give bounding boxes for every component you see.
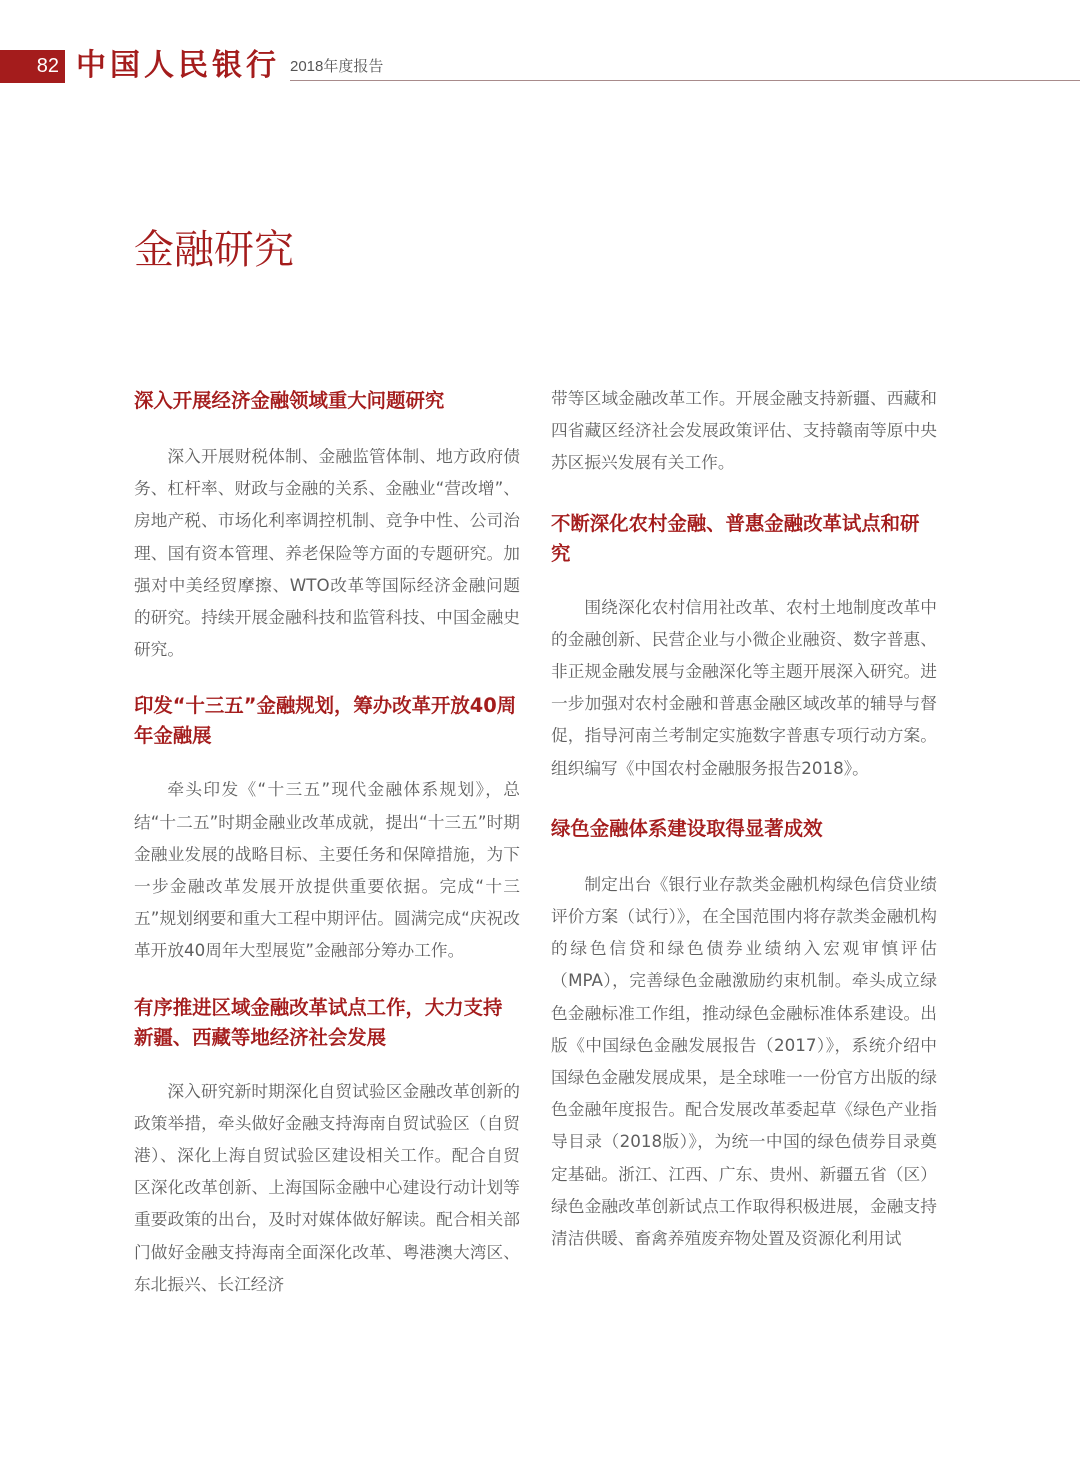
section-paragraph: 牵头印发《“十三五”现代金融体系规划》，总结“十二五”时期金融业改革成就，提出“十三五”时期金融业发展的战略目标、主要任务和保障措施，为下一步金融改革发展开放提供重要依据。完成“十三五”规划纲要和重大工程中期评估。圆满完成“庆祝改革开放40周年大型展览”金融部分筹办工作。	[134, 779, 520, 961]
section-paragraph-continuation: 带等区域金融改革工作。开展金融支持新疆、西藏和四省藏区经济社会发展政策评估、支持赣南等原中央苏区振兴发展有关工作。	[551, 388, 937, 473]
section-heading: 绿色金融体系建设取得显著成效	[551, 816, 823, 840]
section-paragraph: 制定出台《银行业存款类金融机构绿色信贷业绩评价方案（试行）》，在全国范围内将存款类金融机构的绿色信贷和绿色债券业绩纳入宏观审慎评估（MPA），完善绿色金融激励约束机制。牵头成立绿色金融标准工作组，推动绿色金融标准体系建设。出版《中国绿色金融发展报告（2017）》，系统介绍中国绿色金融发展成果，是全球唯一一份官方出版的绿色金融年度报告。配合发展改革委起草《绿色产业指导目录（2018版）》，为统一中国的绿色债券目录奠定基础。浙江、江西、广东、贵州、新疆五省（区）绿色金融改革创新试点工作取得积极进展，金融支持清洁供暖、畜禽养殖废弃物处置及资源化利用试	[551, 873, 937, 1249]
section-paragraph: 围绕深化农村信用社改革、农村土地制度改革中的金融创新、民营企业与小微企业融资、数字普惠、非正规金融发展与金融深化等主题开展深入研究。进一步加强对农村金融和普惠金融区域改革的辅导与督促，指导河南兰考制定实施数字普惠专项行动方案。组织编写《中国农村金融服务报告2018》。	[551, 596, 937, 778]
page-header	[0, 0, 1080, 100]
right-column	[551, 382, 937, 1254]
section-heading: 印发“十三五”金融规划，筹办改革开放40周年金融展	[134, 694, 517, 748]
page-number: 82	[36, 55, 59, 77]
section-heading: 有序推进区域金融改革试点工作，大力支持新疆、西藏等地经济社会发展	[134, 995, 503, 1049]
page-title: 金融研究	[134, 227, 294, 273]
header-rule	[290, 80, 1080, 81]
page-number-tab	[0, 50, 65, 83]
section-heading: 深入开展经济金融领域重大问题研究	[134, 389, 445, 412]
report-label: 2018年度报告	[290, 58, 384, 75]
bank-name-logo: 中国人民银行	[76, 48, 280, 83]
left-column	[134, 382, 520, 1300]
section-paragraph: 深入研究新时期深化自贸试验区金融改革创新的政策举措，牵头做好金融支持海南自贸试验区（自贸港）、深化上海自贸试验区建设相关工作。配合自贸区深化改革创新、上海国际金融中心建设行动计划等重要政策的出台，及时对媒体做好解读。配合相关部门做好金融支持海南全面深化改革、粤港澳大湾区、东北振兴、长江经济	[134, 1080, 520, 1294]
section-heading: 不断深化农村金融、普惠金融改革试点和研究	[551, 511, 920, 565]
section-paragraph: 深入开展财税体制、金融监管体制、地方政府债务、杠杆率、财政与金融的关系、金融业“营改增”、房地产税、市场化利率调控机制、竞争中性、公司治理、国有资本管理、养老保险等方面的专题研究。加强对中美经贸摩擦、WTO改革等国际经济金融问题的研究。持续开展金融科技和监管科技、中国金融史研究。	[134, 446, 520, 660]
